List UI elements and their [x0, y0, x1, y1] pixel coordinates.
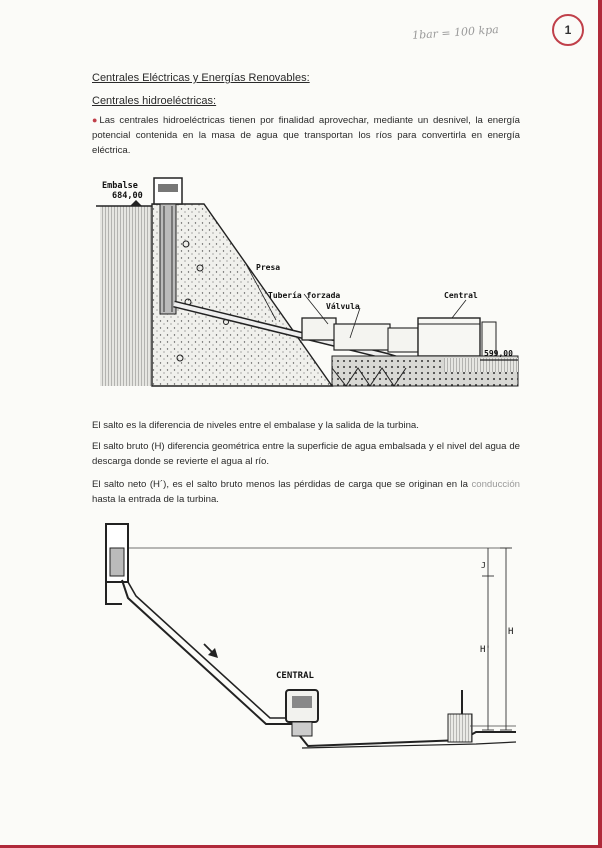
bullet-dot-icon: ● — [92, 115, 100, 125]
valve-house — [302, 318, 336, 340]
salto-bruto-paragraph: El salto bruto (H) diferencia geométrica entre la superficie de agua embalsada y el nivel del agua de descarga donde se revierte el agua al río. — [92, 441, 520, 467]
salto-neto-faded: conducción — [471, 479, 520, 490]
embalse-level: 684,00 — [112, 191, 143, 201]
label-H: H — [508, 627, 514, 637]
salto-neto-paragraph — [92, 477, 520, 507]
outlet-structure — [448, 714, 472, 742]
salto-neto-end: hasta la entrada de la turbina. — [92, 494, 219, 505]
penstock-diagram — [122, 580, 296, 732]
page-number: 1 — [564, 23, 572, 37]
tuberia-label: Tubería forzada — [268, 291, 341, 300]
outlet-level: 599,00 — [484, 349, 513, 358]
head-diagram — [96, 518, 524, 759]
embalse-label: Embalse — [102, 181, 138, 191]
reservoir-water — [100, 206, 152, 386]
section-heading: Centrales hidroeléctricas: — [92, 95, 217, 107]
central-diagram-label: CENTRAL — [276, 671, 314, 681]
valvula-label: Válvula — [326, 302, 360, 311]
intro-paragraph — [92, 113, 520, 158]
page-number-badge — [552, 14, 584, 46]
central-label: Central — [444, 291, 478, 300]
salto-paragraph: El salto es la diferencia de niveles entre el embalase y la salida de la turbina. — [92, 420, 419, 431]
dam-diagram — [96, 172, 520, 395]
presa-label: Presa — [256, 263, 281, 272]
page-edge-right — [598, 0, 602, 848]
label-j: J — [481, 561, 486, 570]
handwritten-note: 1bar = 100 kpa — [411, 22, 500, 43]
salto-neto-text: El salto neto (H´), es el salto bruto menos las pérdidas de carga que se originan en la — [92, 479, 468, 490]
intake-shaft — [160, 204, 176, 314]
document-title: Centrales Eléctricas y Energías Renovables: — [92, 72, 310, 84]
intro-text: Las centrales hidroeléctricas tienen por finalidad aprovechar, mediante un desnivel, la energía potencial contenida en la masa de agua que transportan los ríos para convertirla en energía eléctrica. — [92, 115, 521, 156]
label-H-prime: H' — [480, 645, 491, 655]
